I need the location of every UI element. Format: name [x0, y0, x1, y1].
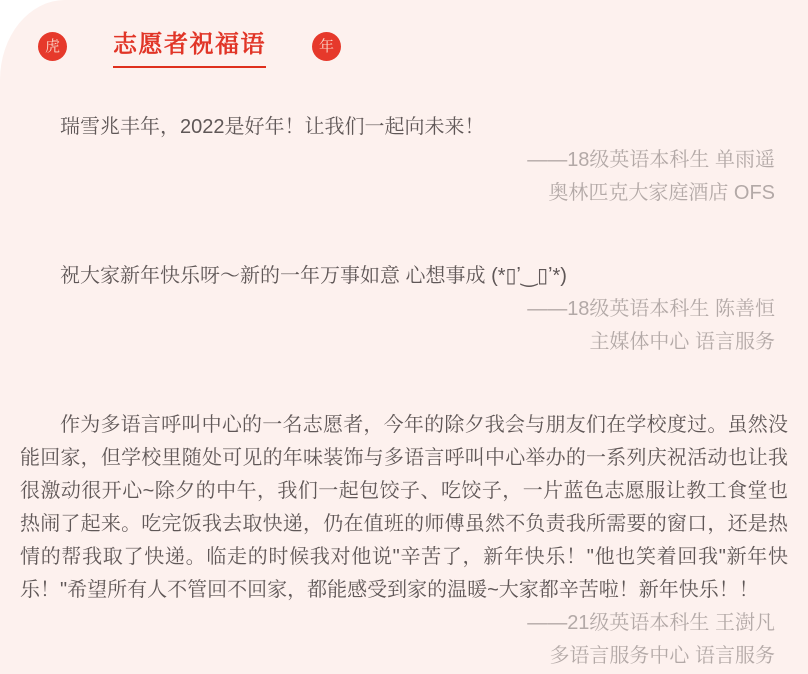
- message-text: 作为多语言呼叫中心的一名志愿者，今年的除夕我会与朋友们在学校度过。虽然没能回家，但学校里随处可见的年味装饰与多语言呼叫中心举办的一系列庆祝活动也让我很激动很开心~除夕的中午，我们一起包饺子、吃饺子，一片蓝色志愿服让教工食堂也热闹了起来。吃完饭我去取快递，仍在值班的师傅虽然不负责我所需要的窗口，还是热情的帮我取了快递。临走的时候我对他说"辛苦了，新年快乐！"他也笑着回我"新年快乐！"希望所有人不管回不回家，都能感受到家的温暖~大家都辛苦啦！新年快乐！！: [20, 414, 788, 601]
- page-title: 志愿者祝福语: [113, 24, 266, 68]
- blessing-message-2: [20, 260, 788, 359]
- article-header: [38, 25, 788, 67]
- message-text: 祝大家新年快乐呀～新的一年万事如意 心想事成 (*▯ʼ‿▯ʼ*): [60, 265, 567, 287]
- message-author: ——18级英语本科生 陈善恒: [527, 298, 775, 320]
- zodiac-badge-tiger: 虎: [38, 32, 67, 61]
- blessing-message-1: [20, 111, 788, 210]
- message-unit: 奥林匹克大家庭酒店 OFS: [548, 182, 775, 204]
- blessing-message-3: [20, 409, 788, 673]
- message-unit: 主媒体中心 语言服务: [589, 331, 775, 353]
- message-author: ——18级英语本科生 单雨遥: [527, 149, 775, 171]
- message-unit: 多语言服务中心 语言服务: [549, 645, 775, 667]
- message-author: ——21级英语本科生 王澍凡: [527, 612, 775, 634]
- message-text: 瑞雪兆丰年，2022是好年！让我们一起向未来！: [60, 116, 485, 138]
- zodiac-badge-year: 年: [312, 32, 341, 61]
- blessing-messages: [20, 111, 788, 673]
